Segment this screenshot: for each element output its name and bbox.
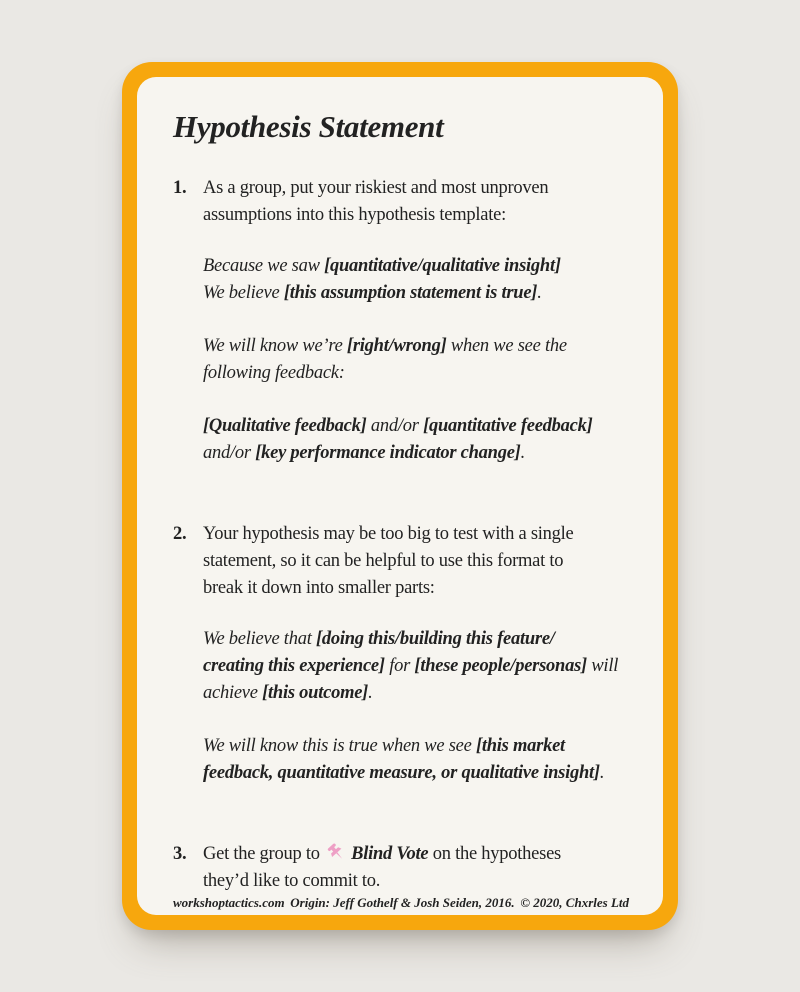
footer-website: workshoptactics.com [173,895,285,910]
text-segment: and/or [366,416,424,436]
card-body [173,175,633,895]
text-segment: . [599,763,605,783]
step-number: 1. [173,178,187,198]
text-segment: We will know this is true when we see [203,736,476,756]
text-segment: We believe that [203,629,316,649]
card-title: Hypothesis Statement [173,109,444,144]
step-item [173,841,633,895]
text-segment: As a group, put your riskiest and most unproven [203,178,549,198]
text-segment: for [384,656,415,676]
text-segment: they’d like to commit to. [203,871,381,891]
text-segment: [quantitative/qualitative insight] [324,256,561,276]
text-segment: creating this experience] [203,656,385,676]
text-segment: Get the group to [203,844,325,864]
step-item [173,175,633,229]
pushpin-icon [323,839,350,866]
text-segment: . [537,283,542,303]
text-segment: [key performance indicator change] [255,443,521,463]
step-text [203,841,561,895]
text-segment: Blind Vote [351,844,429,864]
card-surface [137,77,663,915]
template-paragraph [203,413,633,467]
template-paragraph [203,253,633,307]
text-segment: achieve [203,683,263,703]
text-segment: break it down into smaller parts: [203,578,435,598]
footer-copyright: © 2020, Chxrles Ltd [520,895,629,910]
step-item [173,521,633,602]
tactic-card [122,62,678,930]
text-segment: [quantitative feedback] [423,416,593,436]
template-paragraph [203,733,633,787]
text-segment: [these people/personas] [414,656,587,676]
text-segment: Because we saw [203,256,325,276]
card-footer [173,895,633,913]
text-segment: [this outcome] [262,683,369,703]
step-text [203,521,574,602]
text-segment: [right/wrong] [346,336,447,356]
step-number: 2. [173,524,187,544]
text-segment: on the hypotheses [428,844,561,864]
text-segment: following feedback: [203,363,345,383]
text-segment: . [368,683,373,703]
text-segment: when we see the [446,336,567,356]
text-segment: We will know we’re [203,336,347,356]
text-segment: [this assumption statement is true] [283,283,538,303]
text-segment: . [520,443,525,463]
text-segment: will [586,656,619,676]
text-segment: statement, so it can be helpful to use this format to [203,551,564,571]
text-segment: Your hypothesis may be too big to test with a single [203,524,574,544]
template-paragraph [203,333,633,387]
footer-origin: Origin: Jeff Gothelf & Josh Seiden, 2016. [290,895,515,910]
text-segment: [Qualitative feedback] [203,416,367,436]
text-segment: and/or [203,443,256,463]
step-text [203,175,548,229]
text-segment: assumptions into this hypothesis template: [203,205,506,225]
step-number: 3. [173,844,187,864]
text-segment: [doing this/building this feature/ [315,629,555,649]
text-segment: feedback, quantitative measure, or qualitative insight] [203,763,600,783]
text-segment: [this market [475,736,565,756]
text-segment: We believe [203,283,284,303]
template-paragraph [203,626,633,707]
